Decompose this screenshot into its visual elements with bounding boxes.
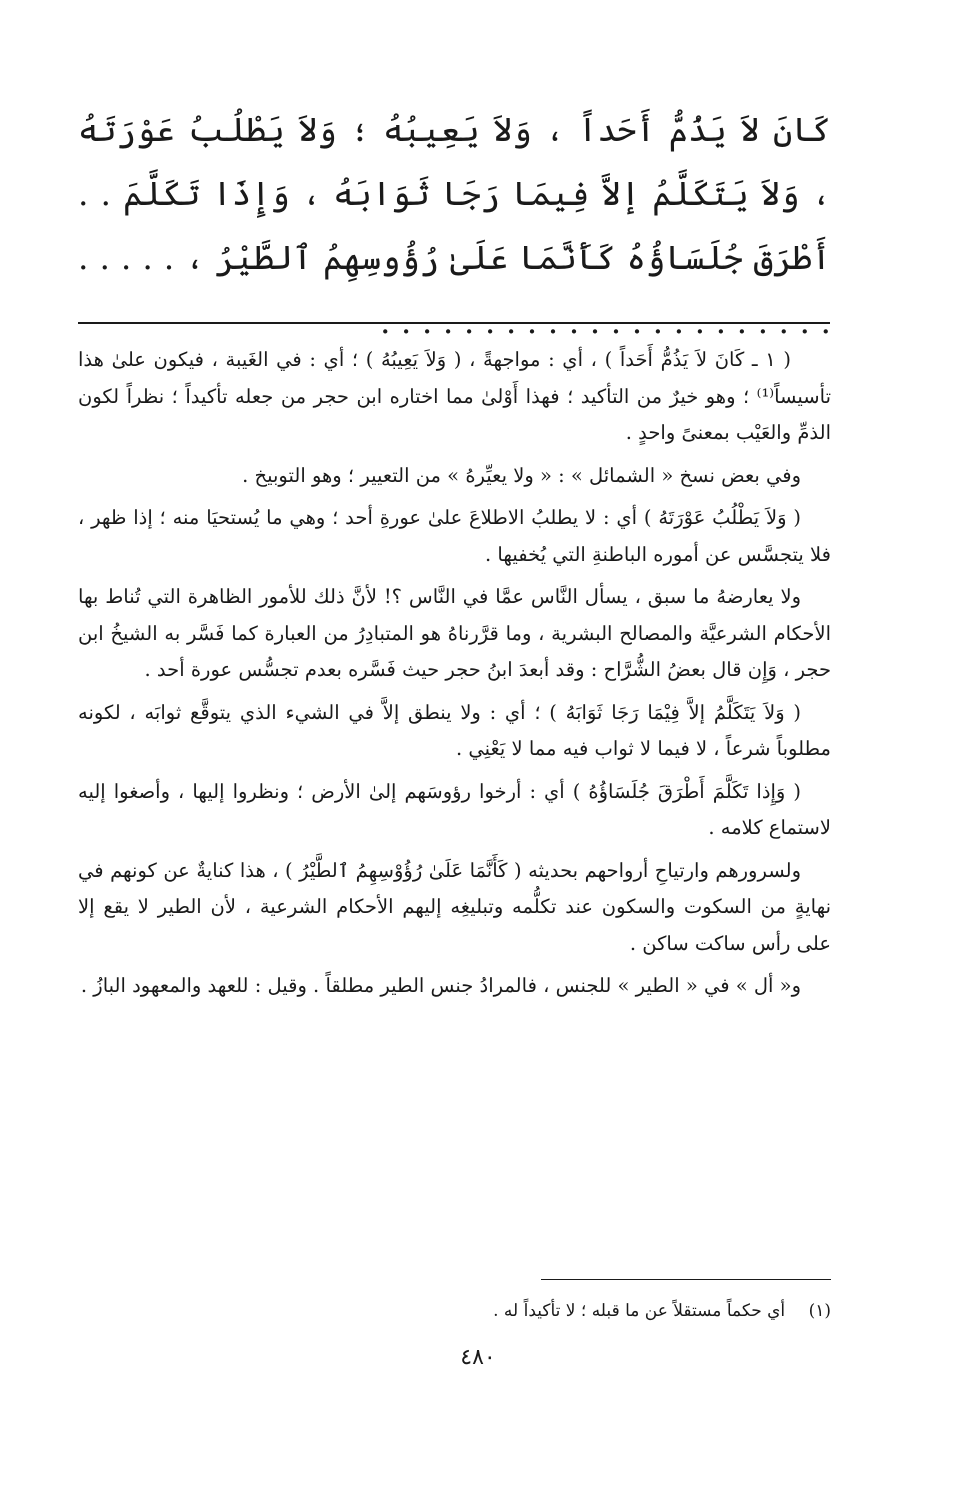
- footnote-number: (١): [808, 1301, 831, 1321]
- commentary-paragraph: ( وَلاَ يَطْلُبُ عَوْرَتَهُ ) أي : لا يطلبُ الاطلاعَ علىٰ عورةِ أحد ؛ وهي ما يُستحيَا منه ؛ إذا ظهر ، فلا يتجسَّس عن أموره الباطنةِ التي يُخفيها .: [78, 506, 831, 566]
- commentary-paragraph: ( وَلاَ يَتَكَلَّمُ إلاَّ فِيْمَا رَجَا ثَوَابَهُ ) ؛ أي : ولا ينطق إلاَّ في الشيء الذي يتوقَّع ثوابَه ، لكونه مطلوباً شرعاً ، لا فيما لا ثواب فيه مما لا يَعْنِي .: [78, 700, 831, 760]
- page-number: ٤٨٠: [460, 1345, 496, 1370]
- commentary-paragraph: وفي بعض نسخ « الشمائل » : « ولا يعيِّرهُ » من التعيير ؛ وهو التوبيخ .: [242, 463, 801, 487]
- commentary-paragraph: ( وَإِذا تَكَلَّمَ أَطْرَقَ جُلَسَاؤُهُ ) أي : أرخوا رؤوسَهم إلىٰ الأرض ؛ ونظروا إليها ، وأصغوا إليه لاستماع كلامه .: [78, 779, 831, 839]
- commentary-paragraph: ولا يعارضهُ ما سبق ، يسأل النَّاس عمَّا في النَّاس ؟! لأنَّ ذلك للأمور الظاهرة التي تُناط بها الأحكام الشرعيَّة والمصالح البشرية ، وما قرَّرناهُ هو المتبادِرُ من العبارة كما فَسَّر به الشيخُ ابن حجر ، وَإِن قال بعضُ الشُّرَّاح : وقد أبعدَ ابنُ حجر حيث فَسَّره بعدم تجسُّس عورة أحد .: [78, 585, 831, 681]
- commentary-paragraph: ولسرورهم وارتياحِ أرواحهم بحديثه ( كَأَنَّمَا عَلَىٰ رُؤُوْسِهِمُ ٱلطَّيْرُ ) ، هذا كنايةٌ عن كونهم في نهايةٍ من السكوت والسكون عند تكلُّمه وتبليغِه إليهم الأحكام الشرعية ، لأن الطير لا يقع إلا على رأس ساكت ساكن .: [78, 858, 831, 955]
- footnote-divider: [541, 1279, 831, 1280]
- hadith-paragraph: كَانَ لاَ يَذُمُّ أَحَداً ، وَلاَ يَعِيبُهُ ؛ وَلاَ يَطْلُبُ عَوْرَتَهُ ، وَلاَ يَتَكَلَّمُ إلاَّ فِيمَا رَجَا ثَوَابَهُ ، وَإِذَا تَكَلَّمَ . . أَطْرَقَ جُلَسَاؤُهُ كَأَنَّمَا عَلَىٰ رُؤُوسِهِمُ ٱلطَّيْرُ ، . . . . . . . . . . . . . . . . . . . . . . . . . . .: [78, 110, 831, 341]
- text-divider: [78, 322, 830, 324]
- commentary: [78, 342, 831, 1011]
- footnote-text: أي حكماً مستقلاً عن ما قبله ؛ لا تأكيداً له .: [493, 1301, 786, 1321]
- commentary-paragraph: و« أل » في « الطير » للجنس ، فالمرادُ جنس الطير مطلقاً . وقيل : للعهد والمعهود البازُ .: [80, 974, 801, 997]
- hadith-text: [78, 98, 831, 354]
- footnote: [78, 1296, 831, 1326]
- commentary-paragraph: ( ١ ـ كَانَ لاَ يَذُمُّ أَحَداً ) ، أي : مواجهةً ، ( وَلاَ يَعِيبُهُ ) ؛ أي : في الغَيبة ، فيكون علىٰ هذا تأسيساً⁽¹⁾ ؛ وهو خيرٌ من التأكيد ؛ فهذا أَوْلىٰ مما اختاره ابن حجر من جعله تأكيداً ؛ نظراً لكون الذمِّ والعَيْب بمعنىً واحدٍ .: [78, 348, 831, 444]
